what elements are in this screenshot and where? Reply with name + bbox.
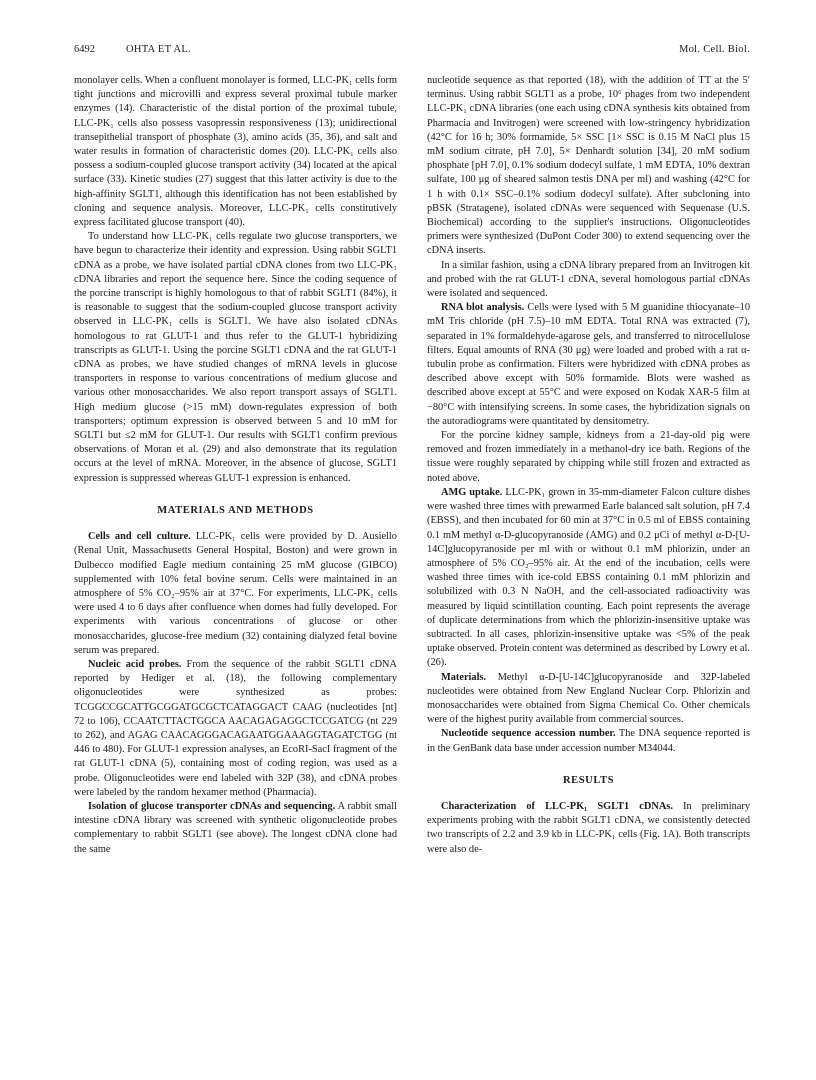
paragraph-understand: To understand how LLC-PK₁ cells regulate two glucose transporters, we have begun to characterize their identity and expression. Using rabbit SGLT1 cDNA as a probe, we have isolated partial cDNA clones from two LLC-PK₁ cDNA libraries and report the sequence here. Since the coding sequence of the porcine transcript is highly homologous to that of rabbit SGLT1 (84%), it is reasonable to suggest that the sodium-coupled glucose transport activity observed in LLC-PK₁ cells is SGLT1. We have also isolated cDNAs homologous to rat GLUT-1 and thus refer to the GLUT-1 hybridizing transcripts as GLUT-1. Using the porcine SGLT1 cDNA and the rat GLUT-1 cDNA as probes, we have studied changes of mRNA levels in glucose transporters in response to various concentrations of medium glucose and various other monosaccharides. We also report transport assays of SGLT1. High medium glucose (>15 mM) down-regulates expression of both transporters; optimum expression is observed between 5 and 10 mM for SGLT1 but ≤2 mM for GLUT-1. Our results with SGLT1 confirm previous observations of Moran et al. (29) and also demonstrate that its regulation occurs at the level of mRNA. Moreover, in the absence of glucose, SGLT1 expression is suppressed whereas GLUT-1 expression is enhanced. bbox=[74, 231, 397, 484]
subheading-accession: Nucleotide sequence accession number. bbox=[441, 728, 616, 740]
paragraph-amg bbox=[427, 486, 750, 671]
paragraph-materials bbox=[427, 671, 750, 728]
materials-text: Methyl α-D-[U-14C]glucopyranoside and 32P-labeled nucleotides were obtained from New England Nuclear Corp. Phlorizin and monosaccharides were obtained from Sigma Chemical Co. Other chemicals were of the highest purity available from commercial sources. bbox=[427, 671, 750, 726]
section-heading-methods: MATERIALS AND METHODS bbox=[157, 504, 314, 516]
subheading-rna: RNA blot analysis. bbox=[441, 302, 525, 314]
section-heading-results: RESULTS bbox=[562, 774, 615, 786]
subheading-characterization: Characterization of LLC-PK₁ SGLT1 cDNAs. bbox=[441, 800, 673, 812]
paragraph-isolation bbox=[74, 800, 397, 857]
page-number: 6492 bbox=[74, 44, 95, 55]
accession-text: The DNA sequence reported is in the GenBank data base under accession number M34044. bbox=[427, 728, 750, 754]
paragraph-similar: In a similar fashion, using a cDNA library prepared from an Invitrogen kit and probed with the rat GLUT-1 cDNA, several homologous partial cDNAs were isolated and sequenced. bbox=[427, 259, 750, 300]
paragraph-cells bbox=[74, 530, 397, 658]
probes-text: From the sequence of the rabbit SGLT1 cDNA reported by Hediger et al. (18), the following complementary oligonucleotides were synthesized as probes: TCGGCCGCATTGCGGATGCGCTCATAGGACT CAAG (nucleotides [nt] 72 to 106), CCAATCTTACTGGCA AACAGAGAGGCTCCGATCG (nt 229 to 262), and AGAG CAACAGGGACAGAATGGAAAGGTAGATCTGG (nt 446 to 480). For GLUT-1 expression analyses, an EcoRI-SacI fragment of the rat GLUT-1 cDNA (5), containing most of coding region, was used as a probe. Oligonucleotides were end labeled with 32P (38), and cDNA probes were labeled by the random hexamer method (Pharmacia). bbox=[74, 658, 397, 798]
rna-text: Cells were lysed with 5 M guanidine thiocyanate–10 mM Tris chloride (pH 7.5)–10 mM EDTA. Total RNA was extracted (7), separated in 1% formaldehyde-agarose gels, and transferred to nitrocellulose filters. Equal amounts of RNA (30 μg) were loaded and probed with a rat α-tubulin probe as confirmation. Filters were hybridized with cDNA probes as described above except with 50% formamide. Blots were washed as described above except at 55°C and were exposed on Kodak XAR-5 film at −80°C with intensifying screens. In some cases, the hybridization signals on the autoradiograms were quantitated by densitometry. bbox=[427, 302, 750, 427]
amg-text: LLC-PK₁ grown in 35-mm-diameter Falcon culture dishes were washed three times with prewarmed Earle balanced salt solution, pH 7.4 (EBSS), and then incubated for 60 min at 37°C in 0.5 ml of EBSS containing 0.1 mM methyl α-D-glucopyranoside (AMG) and 0.2 μCi of methyl α-D-[U-14C]glucopyranoside per ml with or without 0.1 mM phlorizin, under an atmosphere of 5% CO₂–95% air. At the end of the incubation, cells were washed three times with ice-cold EBSS containing 0.1 mM phlorizin and solubilized with 0.3 N NaOH, and the cell-associated radioactivity was measured by liquid scintillation counting. Each point represents the average of duplicate determinations from which the phlorizin-insensitive uptake was subtracted. In all cases, phlorizin-insensitive uptake was <5% of the peak uptake observed. Protein content was determined as described by Lowry et al. (26). bbox=[427, 486, 751, 669]
paragraph-intro-continued: monolayer cells. When a confluent monolayer is formed, LLC-PK₁ cells form tight junctions and microvilli and express several proximal tubule marker enzymes (14). Characteristic of the distal portion of the proximal tubule, LLC-PK₁ cells also possess vasopressin responsiveness (13); unidirectional transepithelial transport of phosphate (3), amino acids (35, 36), and salt and water results in formation of characteristic domes (20). LLC-PK₁ cells also possess a sodium-coupled glucose transport activity (34) located at the apical surface (33). Kinetic studies (27) suggest that this latter activity is due to the high-affinity SGLT1, although this identification has not been established by cloning and sequence analysis. Moreover, LLC-PK₁ cells constitutively express facilitated glucose transport (40). bbox=[74, 75, 397, 229]
left-column bbox=[74, 74, 397, 857]
subheading-materials: Materials. bbox=[441, 671, 487, 683]
paragraph-probes bbox=[74, 658, 397, 800]
journal-name: Mol. Cell. Biol. bbox=[678, 44, 750, 55]
paragraph-kidney: For the porcine kidney sample, kidneys from a 21-day-old pig were removed and frozen immediately in a methanol-dry ice bath. Regions of the tissue were roughly separated by chipping while still frozen and extracted as noted above. bbox=[427, 430, 750, 484]
subheading-cells: Cells and cell culture. bbox=[88, 531, 191, 543]
paragraph-characterization bbox=[427, 800, 750, 857]
subheading-isolation: Isolation of glucose transporter cDNAs and sequencing. bbox=[88, 800, 336, 812]
right-column bbox=[427, 74, 750, 857]
paragraph-isolation-continued: nucleotide sequence as that reported (18), with the addition of TT at the 5′ terminus. Using rabbit SGLT1 as a probe, 10⁶ phages from two independent LLC-PK₁ cDNA libraries (one each using cDNA synthesis kits obtained from Pharmacia and Invitrogen) were screened with low-stringency hybridization (42°C for 16 h; 30% formamide, 5× SSC [1× SSC is 0.15 M NaCl plus 15 mM sodium citrate, pH 7.0], 5× Denhardt solution [34], 20 mM sodium phosphate [pH 7.0], 0.1% sodium dodecyl sulfate, 1 mM EDTA, 10% dextran sulfate, 100 μg of sheared salmon testis DNA per ml) and washing (42°C for 1 h with 0.1× SSC–0.1% sodium dodecyl sulfate). After subcloning into pBSK (Stratagene), isolated cDNAs were sequenced with Sequenase (U.S. Biochemical) according to the supplier's instructions. Oligonucleotides primers were synthesized (DuPont Coder 300) to extend sequencing over the cDNA inserts. bbox=[427, 75, 750, 257]
characterization-text: In preliminary experiments probing with the rabbit SGLT1 cDNA, we consistently detected two transcripts of 2.2 and 3.9 kb in LLC-PK₁ cells (Fig. 1A). Both transcripts were also de- bbox=[427, 800, 751, 855]
subheading-amg: AMG uptake. bbox=[441, 486, 503, 498]
running-header bbox=[74, 44, 750, 60]
paragraph-accession bbox=[427, 727, 750, 755]
subheading-probes: Nucleic acid probes. bbox=[88, 658, 182, 670]
running-authors: OHTA ET AL. bbox=[126, 44, 191, 55]
paragraph-rna bbox=[427, 301, 750, 429]
isolation-text: A rabbit small intestine cDNA library was screened with synthetic oligonucleotide probes complementary to rabbit SGLT1 (see above). The longest cDNA clone had the same bbox=[74, 800, 397, 855]
cells-text: LLC-PK₁ cells were provided by D. Ausiello (Renal Unit, Massachusetts General Hospital, Boston) and were grown in Dulbecco modified Eagle medium containing 25 mM glucose (GIBCO) supplemented with 10% fetal bovine serum. Cells were maintained in an atmosphere of 5% CO₂–95% air at 37°C. For experiments, LLC-PK₁ cells were used 4 to 6 days after confluence when domes had fully developed. For experiments with various concentrations of glucose or other monosaccharides, glucose-free medium (32) containing dialyzed fetal bovine serum was prepared. bbox=[74, 531, 397, 656]
